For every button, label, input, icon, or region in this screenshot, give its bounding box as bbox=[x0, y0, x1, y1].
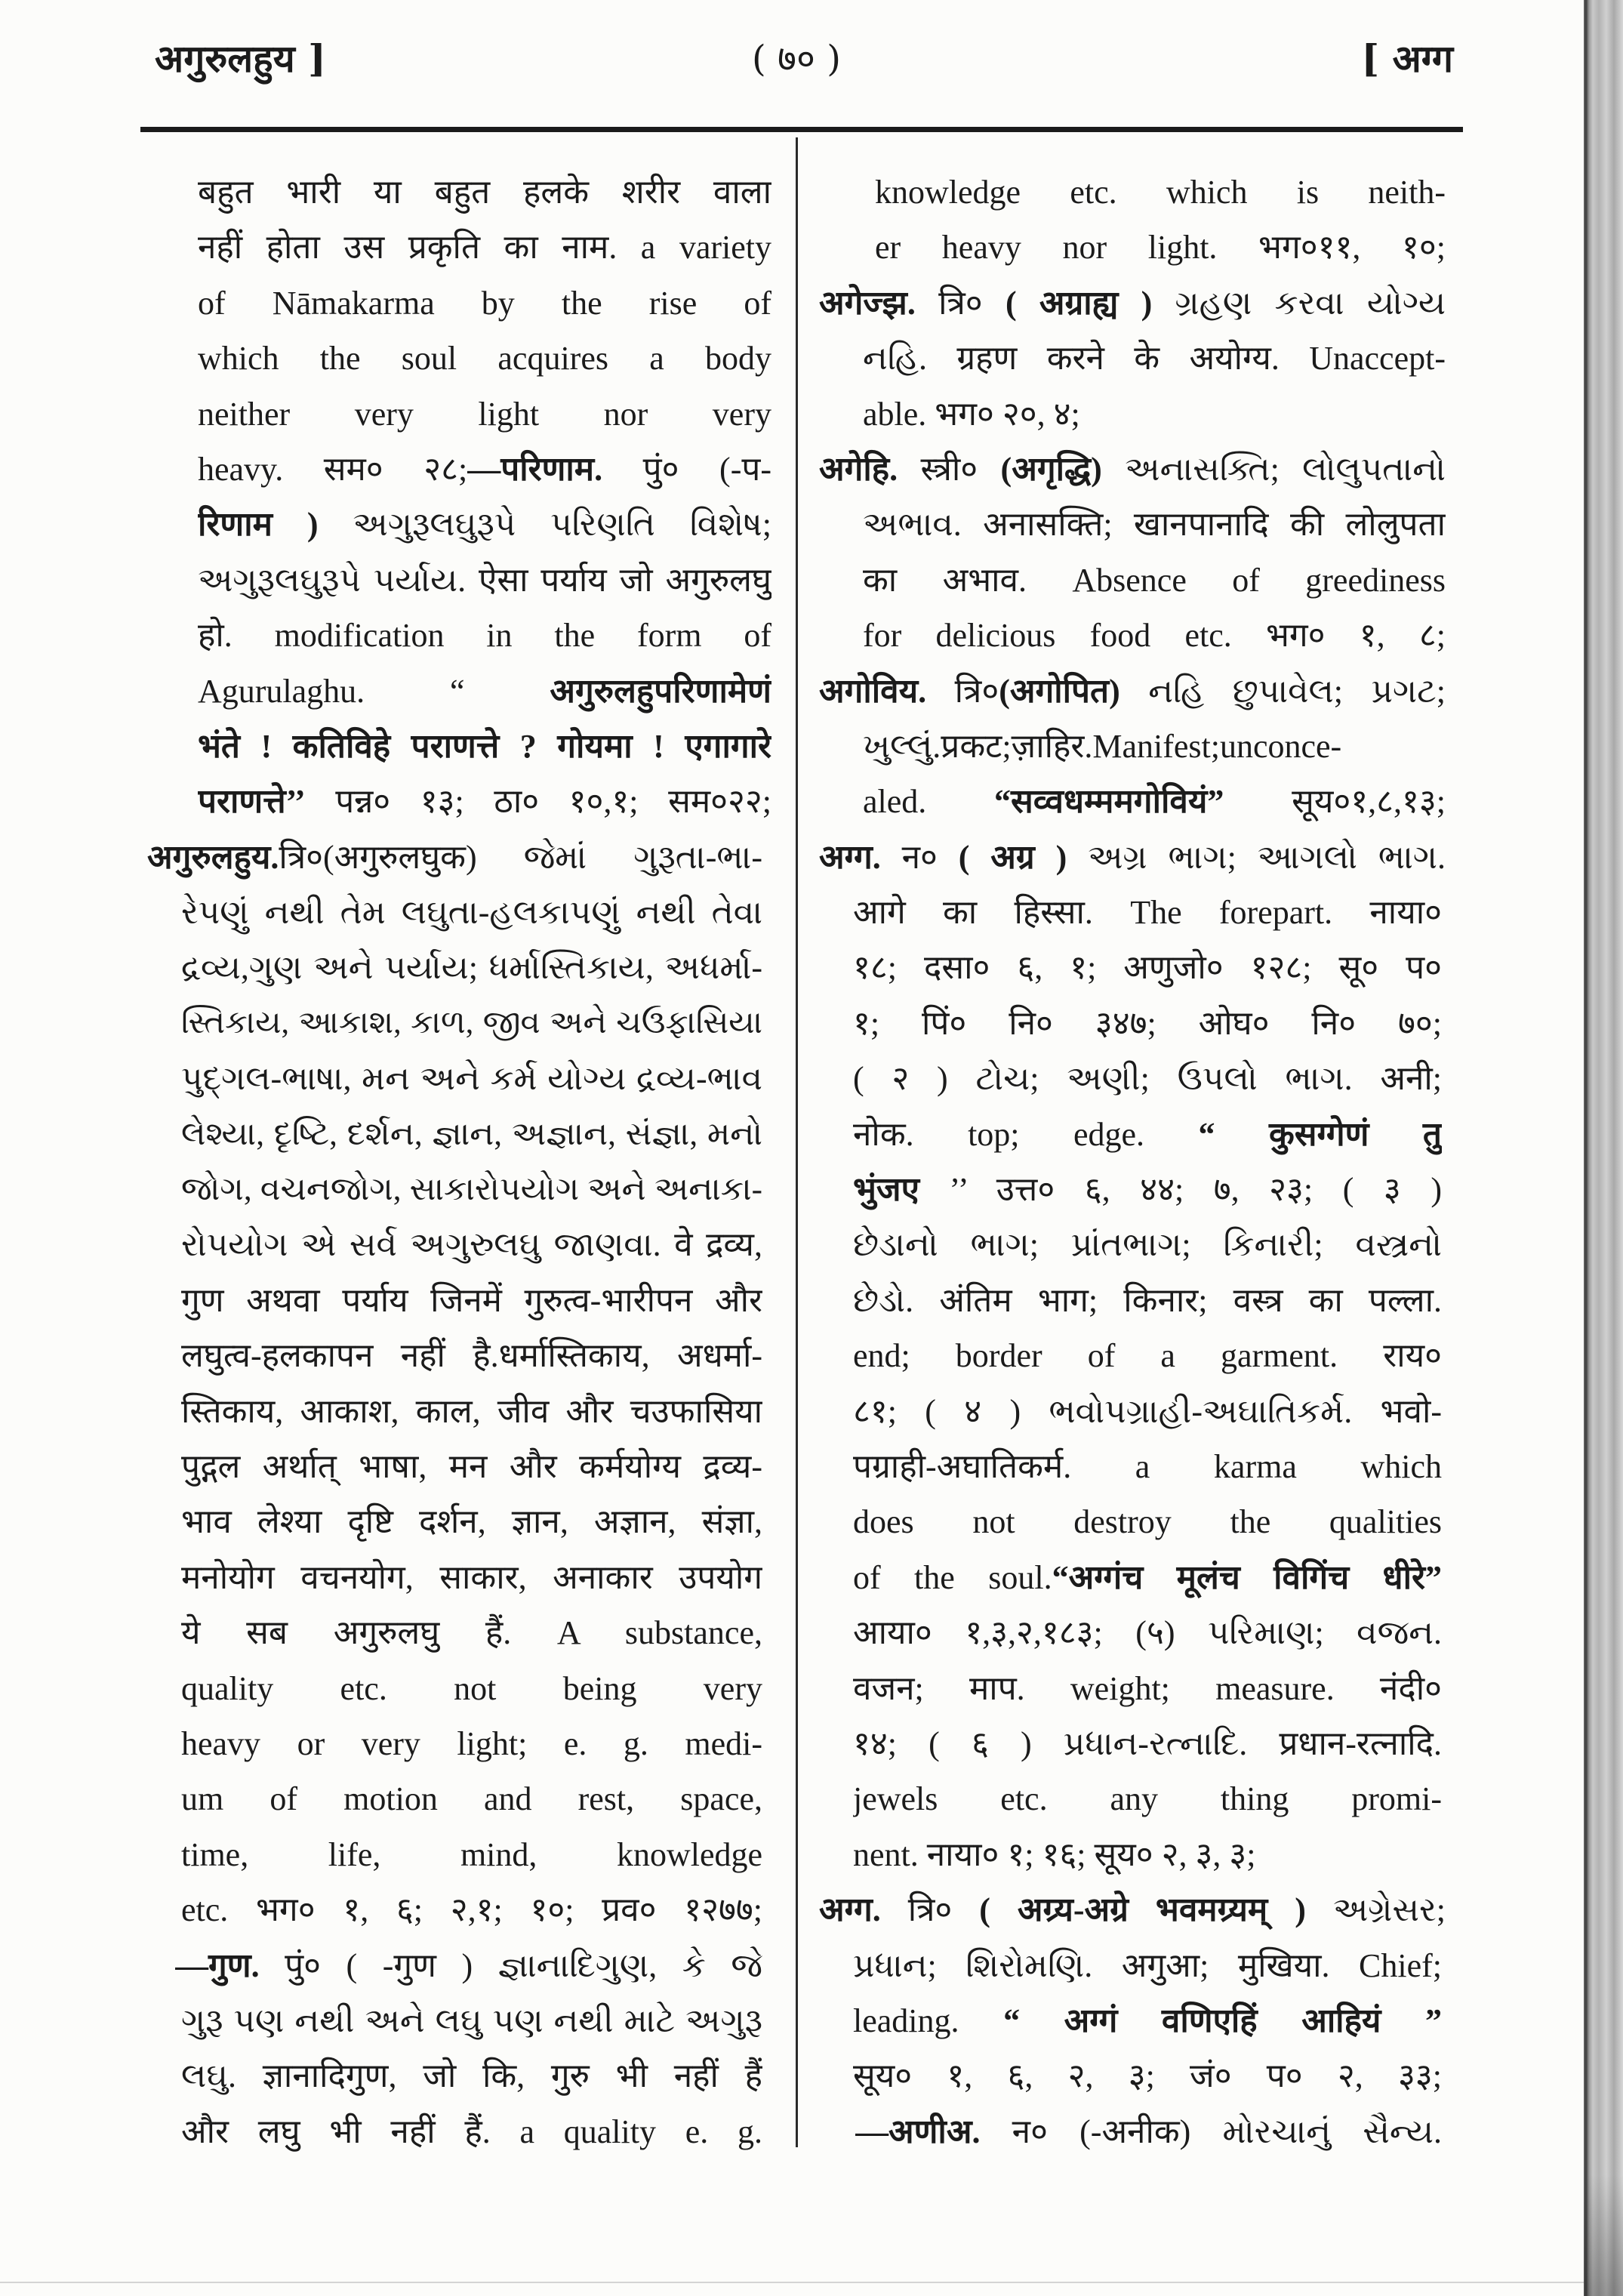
text-line bbox=[863, 608, 1446, 663]
text-segment: पुं० ( -गुण ) જ્ઞાનાદિગુણ, કે જે bbox=[259, 1946, 762, 1984]
text-segment: ’’ उत्त० ६, ४४; ७, २३; ( ३ ) bbox=[919, 1171, 1442, 1209]
text-segment: of the soul. bbox=[853, 1558, 1052, 1596]
text-segment: ( २ ) ટોચ; અણી; ઉપલો ભાગ. अनी; bbox=[853, 1060, 1442, 1098]
text-line bbox=[181, 1993, 762, 2048]
text-segment: न० bbox=[880, 838, 959, 876]
text-segment: time, life, mind, knowledge bbox=[181, 1835, 762, 1873]
text-segment: आगे का हिस्सा. The forepart. नाया० bbox=[853, 894, 1442, 932]
text-segment: त्रि० bbox=[926, 672, 999, 710]
text-line bbox=[181, 1661, 762, 1716]
entry-line bbox=[147, 830, 762, 885]
text-line bbox=[198, 774, 771, 829]
running-head-right: [ अग्ग bbox=[1361, 36, 1453, 81]
text-segment: १४; ( ६ ) પ્રધાન-રત્નાદિ. प्रधान-रत्नादि. bbox=[853, 1724, 1442, 1762]
text-segment: भाव लेश्या दृष्टि दर्शन, ज्ञान, अज्ञान, संज्ञा, bbox=[181, 1503, 762, 1541]
text-line bbox=[853, 1328, 1442, 1383]
page-number: ( ७० ) bbox=[752, 38, 841, 80]
subentry-line bbox=[855, 2104, 1442, 2159]
text-line bbox=[853, 1993, 1442, 2048]
text-line bbox=[181, 1771, 762, 1826]
text-line bbox=[198, 165, 771, 220]
text-line bbox=[198, 387, 771, 442]
text-segment: १८; दसा० ६, १; अणुजो० १२८; सू० प० bbox=[853, 949, 1442, 987]
text-segment: सूय० १, ६, २, ३; जं० प० २, ३३; bbox=[853, 2057, 1442, 2095]
text-segment: લઘુ. ज्ञानादिगुण, जो कि, गुरु भी नहीं हैं bbox=[181, 2057, 762, 2095]
text-segment: स्तिकाय, आकाश, काल, जीव और चउफासिया bbox=[181, 1392, 762, 1430]
text-segment: ८१; ( ४ ) ભવોપગ્રાહી-અઘાતિકર્મ. भवो- bbox=[853, 1392, 1442, 1430]
text-segment: वजन; माप. weight; measure. नंदी० bbox=[853, 1669, 1442, 1707]
text-segment: १; पिं० नि० ३४७; ओघ० नि० ७०; bbox=[853, 1004, 1442, 1042]
text-line bbox=[853, 1938, 1442, 1993]
entry-line bbox=[819, 664, 1446, 719]
text-segment: જોગ, વચનજોગ, સાકારોપયોગ અને અનાકા- bbox=[181, 1172, 762, 1208]
text-segment: ગ્રહણ કરવા યોગ્ય bbox=[1152, 284, 1446, 322]
text-segment: nent. नाया० १; १६; सूय० २, ३, ३; bbox=[853, 1835, 1256, 1873]
text-segment: able. भग० २०, ४; bbox=[863, 395, 1080, 433]
headword: अगोविय. bbox=[819, 672, 927, 710]
text-segment: રોપયોગ એ સર્વ અગુરુલઘુ જાણવા. वे द्रव्य, bbox=[181, 1226, 762, 1264]
text-segment: અગ્રેસર; bbox=[1305, 1891, 1446, 1929]
text-line bbox=[853, 996, 1442, 1051]
text-segment: ખુલ્લું.प्रकट;ज़ाहिर.Manifest;unconce- bbox=[863, 727, 1342, 765]
quotation: “सव्वधम्ममगोवियं” bbox=[994, 783, 1224, 821]
text-segment: knowledge etc. which is neith- bbox=[875, 174, 1446, 211]
text-segment: पन्न० १३; ठा० १०,१; सम०२२; bbox=[305, 783, 771, 821]
text-line bbox=[181, 1051, 762, 1106]
text-segment: नोक. top; edge. bbox=[853, 1115, 1199, 1153]
text-segment: અભાવ. अनासक्ति; खानपानादि की लोलुपता bbox=[863, 506, 1446, 544]
text-segment: neither very light nor very bbox=[198, 395, 771, 433]
entry-line bbox=[819, 276, 1446, 331]
text-segment: सूय०१,८,१३; bbox=[1224, 783, 1446, 821]
text-segment: नहीं होता उस प्रकृति का नाम. a variety bbox=[198, 229, 771, 267]
text-line bbox=[875, 220, 1446, 275]
text-segment: गुण अथवा पर्याय जिनमें गुरुत्व-भारीपन और bbox=[181, 1281, 762, 1319]
text-segment: for delicious food etc. भग० १, ८; bbox=[863, 617, 1446, 655]
text-line bbox=[181, 1107, 762, 1162]
running-head-left: अगुरुलहुय ] bbox=[155, 36, 326, 81]
sanskrit-equivalent: ( अग्र्य-अग्रे भवमग्र्यम् ) bbox=[979, 1891, 1306, 1929]
text-line bbox=[198, 497, 771, 552]
text-segment: त्रि०(अगुरुलघुक) જેમાં ગુરૂતા-ભા- bbox=[279, 838, 762, 876]
text-segment: त्रि० bbox=[880, 1891, 980, 1929]
text-segment: लघुत्व-हलकापन नहीं है.धर्मास्तिकाय, अधर्मा- bbox=[181, 1337, 762, 1375]
text-segment: jewels etc. any thing promi- bbox=[853, 1780, 1442, 1818]
left-column bbox=[147, 165, 774, 2159]
headword: अग्ग. bbox=[819, 1891, 881, 1929]
text-line bbox=[863, 497, 1446, 552]
text-line bbox=[181, 1716, 762, 1771]
text-line bbox=[181, 1550, 762, 1605]
text-line bbox=[181, 1882, 762, 1937]
bold-text: रिणाम ) bbox=[198, 506, 319, 544]
text-line bbox=[853, 1273, 1442, 1328]
text-line bbox=[181, 2048, 762, 2103]
text-line bbox=[198, 719, 771, 774]
text-segment: और लघु भी नहीं हैं. a quality e. g. bbox=[181, 2113, 762, 2150]
text-line bbox=[198, 331, 771, 386]
entry-line bbox=[819, 830, 1446, 885]
text-segment: અગ્ર ભાગ; આગલો ભાગ. bbox=[1067, 838, 1446, 876]
quotation: भुंजए bbox=[853, 1171, 919, 1209]
text-line bbox=[181, 1494, 762, 1549]
text-segment: છેડાનો ભાગ; પ્રાંતભાગ; કિનારી; વસ્ત્રનો bbox=[853, 1226, 1442, 1264]
text-segment: स्त्री० bbox=[898, 450, 1001, 488]
text-line bbox=[198, 220, 771, 275]
text-line bbox=[853, 940, 1442, 995]
right-column bbox=[819, 165, 1449, 2159]
text-segment: aled. bbox=[863, 783, 995, 821]
text-segment: er heavy nor light. भग०११, १०; bbox=[875, 229, 1446, 267]
text-line bbox=[863, 719, 1446, 774]
text-segment: અનાસક્તિ; લોલુપતાનો bbox=[1101, 450, 1446, 488]
text-segment: heavy or very light; e. g. medi- bbox=[181, 1724, 762, 1762]
text-segment: आया० १,३,२,१८३; (५) પરિમાણ; વજન. bbox=[853, 1614, 1442, 1652]
text-segment: સ્તિકાય, આકાશ, કાળ, જીવ અને ચઉફાસિયા bbox=[181, 1005, 762, 1040]
quotation: पराणत्ते’’ bbox=[198, 783, 306, 821]
text-segment: does not destroy the qualities bbox=[853, 1503, 1442, 1541]
text-line bbox=[853, 1661, 1442, 1716]
text-line bbox=[853, 1605, 1442, 1660]
text-segment: quality etc. not being very bbox=[181, 1669, 762, 1707]
text-line bbox=[181, 1384, 762, 1439]
scan-binding-edge bbox=[1584, 0, 1623, 2296]
text-line bbox=[863, 331, 1446, 386]
text-segment: દ્રવ્ય,ગુણ અને પર્યાય; ધર્માસ્તિકાય, અધર્મા- bbox=[181, 949, 762, 987]
header-rule bbox=[140, 127, 1463, 132]
subentry-headword: —अणीअ. bbox=[855, 2113, 981, 2150]
text-segment: નહિ છુપાવેલ; પ્રગટ; bbox=[1119, 672, 1446, 710]
text-line bbox=[198, 276, 771, 331]
text-line bbox=[198, 442, 771, 497]
text-line bbox=[853, 1217, 1442, 1272]
text-line bbox=[181, 996, 762, 1051]
headword: अगुरुलहुय. bbox=[147, 838, 279, 876]
quotation: “अग्गंच मूलंच विगिंच धीरे” bbox=[1052, 1558, 1442, 1596]
text-line bbox=[181, 885, 762, 940]
text-line bbox=[853, 885, 1442, 940]
text-segment: Agurulaghu. “ bbox=[198, 672, 550, 710]
text-line bbox=[181, 1273, 762, 1328]
subentry-headword: —परिणाम. bbox=[467, 450, 603, 488]
text-segment: पग्राही-अघातिकर्म. a karma which bbox=[853, 1447, 1442, 1485]
text-segment: which the soul acquires a body bbox=[198, 340, 771, 378]
headword: अगेज्झ. bbox=[819, 284, 916, 322]
text-segment: heavy. सम० २८; bbox=[198, 450, 468, 488]
text-segment: पुद्गल अर्थात् भाषा, मन और कर्मयोग्य द्रव्य- bbox=[181, 1447, 762, 1485]
text-segment: લેશ્યા, દૃષ્ટિ, દર્શન, જ્ઞાન, અજ્ઞાન, સંજ્ઞા, મનો bbox=[181, 1116, 762, 1152]
headword: अगेहि. bbox=[819, 450, 898, 488]
text-segment: का अभाव. Absence of greediness bbox=[863, 561, 1446, 599]
text-segment: રેપણું નથી તેમ લઘુતા-હલકાપણું નથી તેવા bbox=[181, 894, 762, 932]
text-line bbox=[863, 553, 1446, 608]
text-segment: leading. bbox=[853, 2002, 1004, 2039]
headword: अग्ग. bbox=[819, 838, 881, 876]
text-segment: त्रि० bbox=[915, 284, 1006, 322]
sanskrit-equivalent: (अगृद्धि) bbox=[1000, 450, 1102, 488]
text-segment: પ્રધાન; શિરોમણિ. अगुआ; मुखिया. Chief; bbox=[853, 1946, 1442, 1984]
column-divider bbox=[796, 137, 798, 2147]
text-line bbox=[853, 1771, 1442, 1826]
entry-line bbox=[819, 1882, 1446, 1937]
quotation: अगुरुलहुपरिणामेणं bbox=[550, 672, 771, 710]
text-line bbox=[198, 664, 771, 719]
text-line bbox=[181, 1217, 762, 1272]
text-segment: मनोयोग वचनयोग, साकार, अनाकार उपयोग bbox=[181, 1558, 762, 1596]
text-segment: um of motion and rest, space, bbox=[181, 1780, 762, 1818]
text-line bbox=[863, 774, 1446, 829]
text-segment: નહિ. ग्रहण करने के अयोग्य. Unaccept- bbox=[863, 340, 1446, 378]
text-line bbox=[181, 1605, 762, 1660]
entry-line bbox=[819, 442, 1446, 497]
text-line bbox=[181, 1162, 762, 1217]
text-segment: हो. modification in the form of bbox=[198, 617, 771, 655]
text-line bbox=[853, 1107, 1442, 1162]
text-line bbox=[198, 553, 771, 608]
sanskrit-equivalent: (अगोपित) bbox=[999, 672, 1120, 710]
scan-bottom-edge bbox=[0, 2282, 1584, 2283]
subentry-headword: —गुण. bbox=[175, 1946, 260, 1984]
text-line bbox=[853, 1716, 1442, 1771]
text-line bbox=[853, 1494, 1442, 1549]
text-line bbox=[853, 1162, 1442, 1217]
text-line bbox=[853, 1550, 1442, 1605]
text-segment: बहुत भारी या बहुत हलके शरीर वाला bbox=[198, 174, 771, 211]
text-line bbox=[853, 1439, 1442, 1494]
text-line bbox=[853, 1827, 1442, 1882]
quotation: भंते ! कतिविहे पराणत्ते ? गोयमा ! एगागारे bbox=[198, 727, 771, 765]
text-line bbox=[181, 1827, 762, 1882]
text-line bbox=[181, 1328, 762, 1383]
quotation: “ अग्गं वणिएहिं आहियं ” bbox=[1003, 2002, 1442, 2039]
text-segment: છેડો. अंतिम भाग; किनार; वस्त्र का पल्ला. bbox=[853, 1281, 1442, 1319]
text-line bbox=[181, 940, 762, 995]
text-line bbox=[863, 387, 1446, 442]
sanskrit-equivalent: ( अग्राह्य ) bbox=[1005, 284, 1153, 322]
quotation: “ कुसग्गेणं तु bbox=[1198, 1115, 1442, 1153]
subentry-line bbox=[175, 1938, 762, 1993]
text-line bbox=[853, 1384, 1442, 1439]
text-line bbox=[198, 608, 771, 663]
text-line bbox=[875, 165, 1446, 220]
text-segment: પુદ્ગલ-ભાષા, મન અને કર્મ યોગ્ય દ્રવ્ય-ભાવ bbox=[181, 1060, 762, 1098]
text-segment: of Nāmakarma by the rise of bbox=[198, 284, 771, 322]
text-segment: અગુરૂલઘુરૂપે પરિણતિ વિશેષ; bbox=[318, 506, 771, 544]
text-segment: ગુરૂ પણ નથી અને લઘુ પણ નથી માટે અગુરૂ bbox=[181, 2002, 762, 2039]
text-segment: न० (-अनीक) મોરચાનું સૈન્ય. bbox=[980, 2113, 1442, 2150]
text-line bbox=[181, 2104, 762, 2159]
text-segment: ये सब अगुरुलघु हैं. A substance, bbox=[181, 1614, 762, 1652]
text-line bbox=[853, 2048, 1442, 2103]
text-segment: पुं० (-प- bbox=[602, 450, 771, 488]
text-line bbox=[853, 1051, 1442, 1106]
text-segment: etc. भग० १, ६; २,१; १०; प्रव० १२७७; bbox=[181, 1891, 762, 1929]
sanskrit-equivalent: ( अग्र ) bbox=[958, 838, 1067, 876]
text-segment: અગુરૂલઘુરૂપે પર્યાય. ऐसा पर्याय जो अगुरुलघु bbox=[198, 561, 771, 599]
text-line bbox=[181, 1439, 762, 1494]
text-segment: end; border of a garment. राय० bbox=[853, 1337, 1442, 1375]
